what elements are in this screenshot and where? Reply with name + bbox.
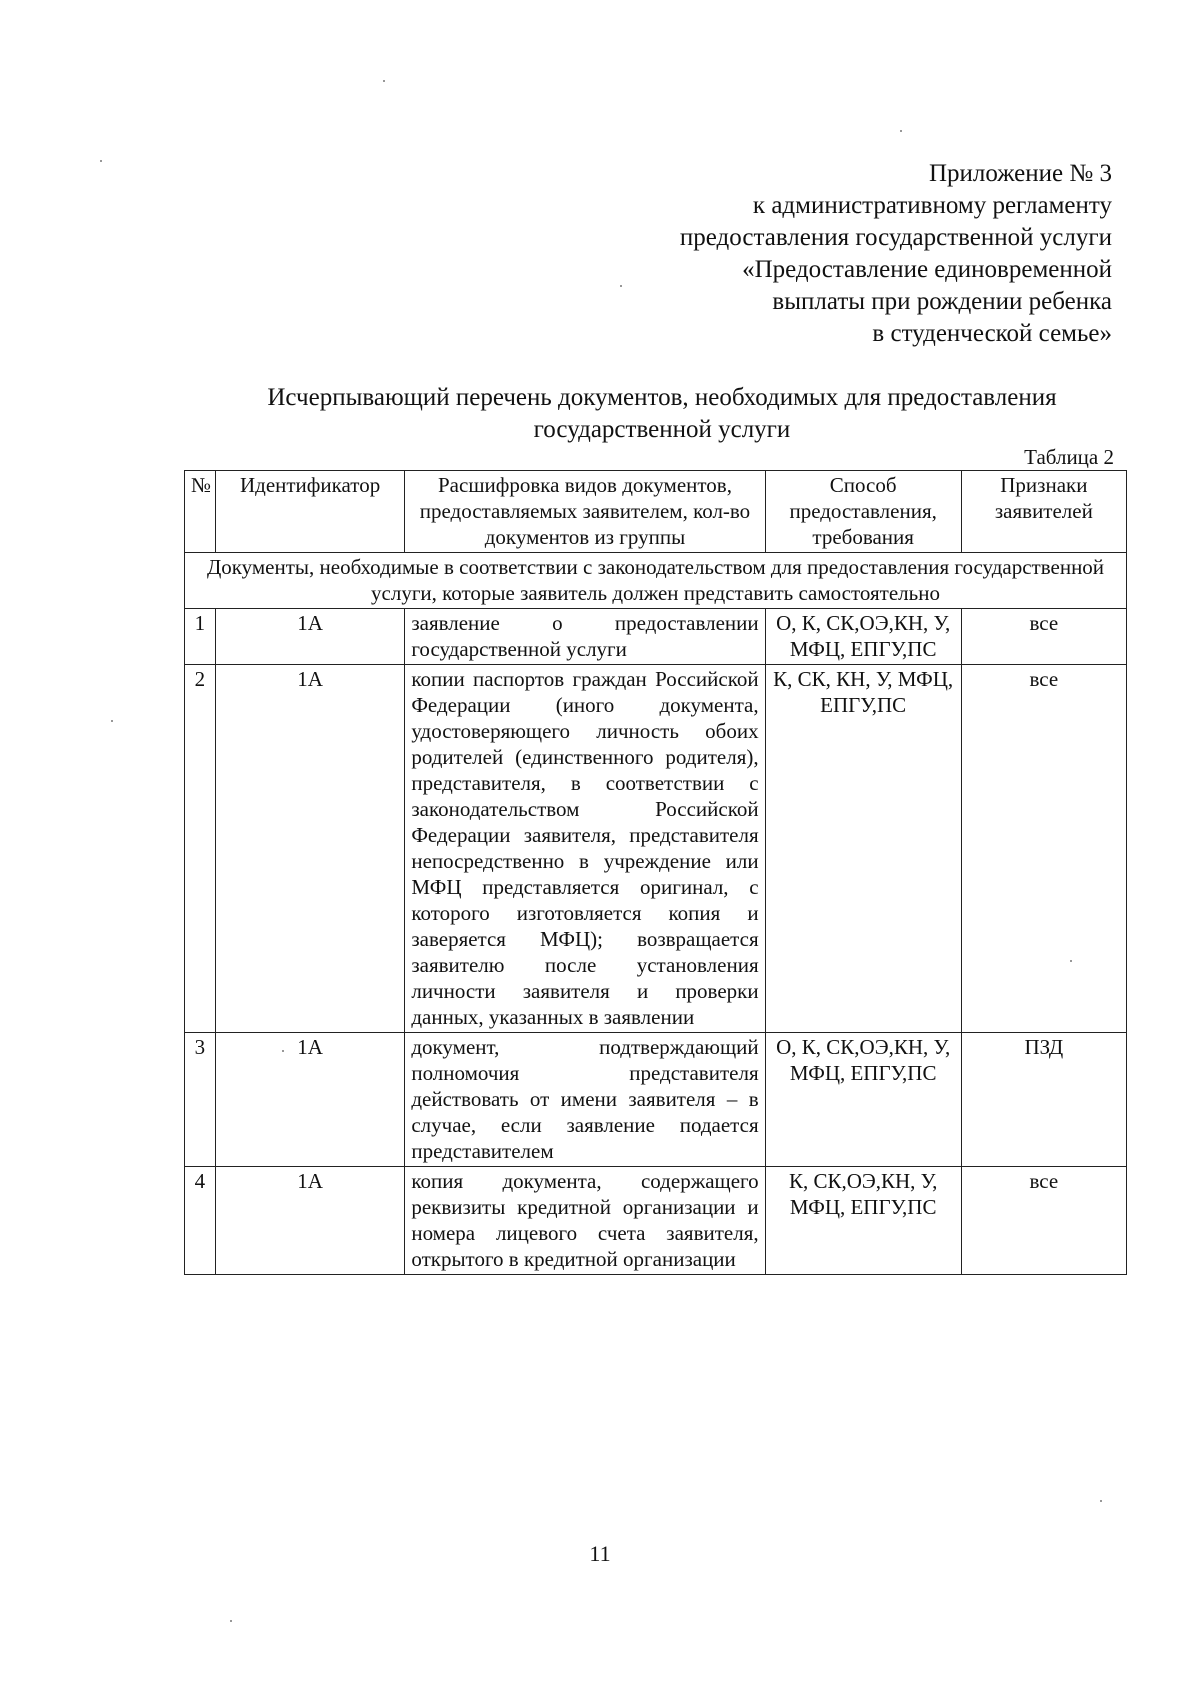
scan-speck bbox=[282, 1050, 284, 1052]
document-title-line: Исчерпывающий перечень документов, необходимых для предоставления bbox=[267, 384, 1057, 411]
appendix-line: Приложение № 3 bbox=[928, 160, 1112, 187]
row-identifier: 1А bbox=[215, 665, 405, 1033]
appendix-header bbox=[412, 158, 1112, 350]
appendix-line: выплаты при рождении ребенка bbox=[772, 288, 1112, 315]
row-identifier: 1А bbox=[215, 1167, 405, 1275]
scan-speck bbox=[383, 80, 385, 82]
header-method: Способ предоставления, требования bbox=[765, 471, 961, 553]
row-applicant-signs: все bbox=[961, 609, 1126, 665]
row-applicant-signs: все bbox=[961, 665, 1126, 1033]
scan-speck bbox=[1070, 960, 1072, 962]
row-applicant-signs: ПЗД bbox=[961, 1033, 1126, 1167]
table-row bbox=[185, 1033, 1127, 1167]
scan-speck bbox=[230, 1620, 232, 1622]
header-num: № bbox=[185, 471, 216, 553]
document-title-line: государственной услуги bbox=[533, 416, 791, 443]
section-heading: Документы, необходимые в соответствии с законодательством для предоставления государственной услуги, которые заявитель должен представить самостоятельно bbox=[185, 553, 1127, 609]
table-header-row bbox=[185, 471, 1127, 553]
header-identifier: Идентификатор bbox=[215, 471, 405, 553]
row-number: 3 bbox=[185, 1033, 216, 1167]
row-number: 2 bbox=[185, 665, 216, 1033]
header-applicant-signs: Признаки заявителей bbox=[961, 471, 1126, 553]
table-row bbox=[185, 1167, 1127, 1275]
documents-table bbox=[184, 470, 1127, 1275]
scan-speck bbox=[1100, 1500, 1102, 1502]
row-method: К, СК,ОЭ,КН, У, МФЦ, ЕПГУ,ПС bbox=[765, 1167, 961, 1275]
row-identifier: 1А bbox=[215, 609, 405, 665]
scan-speck bbox=[111, 720, 113, 722]
scan-speck bbox=[900, 130, 902, 132]
appendix-line: к административному регламенту bbox=[752, 192, 1112, 219]
row-description: документ, подтверждающий полномочия представителя действовать от имени заявителя – в случае, если заявление подается представителем bbox=[405, 1033, 765, 1167]
row-method: О, К, СК,ОЭ,КН, У, МФЦ, ЕПГУ,ПС bbox=[765, 1033, 961, 1167]
document-title bbox=[182, 382, 1142, 446]
row-number: 1 bbox=[185, 609, 216, 665]
scan-speck bbox=[620, 285, 622, 287]
row-description: копии паспортов граждан Российской Федерации (иного документа, удостоверяющего личность обоих родителей (единственного родителя), представителя, в соответствии с законодательством Российской Федерации заявителя, представителя непосредственно в учреждение или МФЦ представляется оригинал, с которого изготовляется копия и заверяется МФЦ); возвращается заявителю после установления личности заявителя и проверки данных, указанных в заявлении bbox=[405, 665, 765, 1033]
table-row bbox=[185, 665, 1127, 1033]
table-section-row bbox=[185, 553, 1127, 609]
row-method: К, СК, КН, У, МФЦ, ЕПГУ,ПС bbox=[765, 665, 961, 1033]
row-identifier: 1А bbox=[215, 1033, 405, 1167]
row-applicant-signs: все bbox=[961, 1167, 1126, 1275]
appendix-line: предоставления государственной услуги bbox=[679, 224, 1112, 251]
appendix-line: в студенческой семье» bbox=[872, 320, 1112, 347]
row-number: 4 bbox=[185, 1167, 216, 1275]
table-row bbox=[185, 609, 1127, 665]
row-method: О, К, СК,ОЭ,КН, У, МФЦ, ЕПГУ,ПС bbox=[765, 609, 961, 665]
scan-speck bbox=[100, 160, 102, 162]
header-description: Расшифровка видов документов, предоставляемых заявителем, кол-во документов из группы bbox=[405, 471, 765, 553]
page-number: 11 bbox=[589, 1541, 611, 1566]
row-description: копия документа, содержащего реквизиты кредитной организации и номера лицевого счета заявителя, открытого в кредитной организации bbox=[405, 1167, 765, 1275]
table-caption: Таблица 2 bbox=[1024, 445, 1114, 469]
row-description: заявление о предоставлении государственной услуги bbox=[405, 609, 765, 665]
appendix-line: «Предоставление единовременной bbox=[742, 256, 1112, 283]
